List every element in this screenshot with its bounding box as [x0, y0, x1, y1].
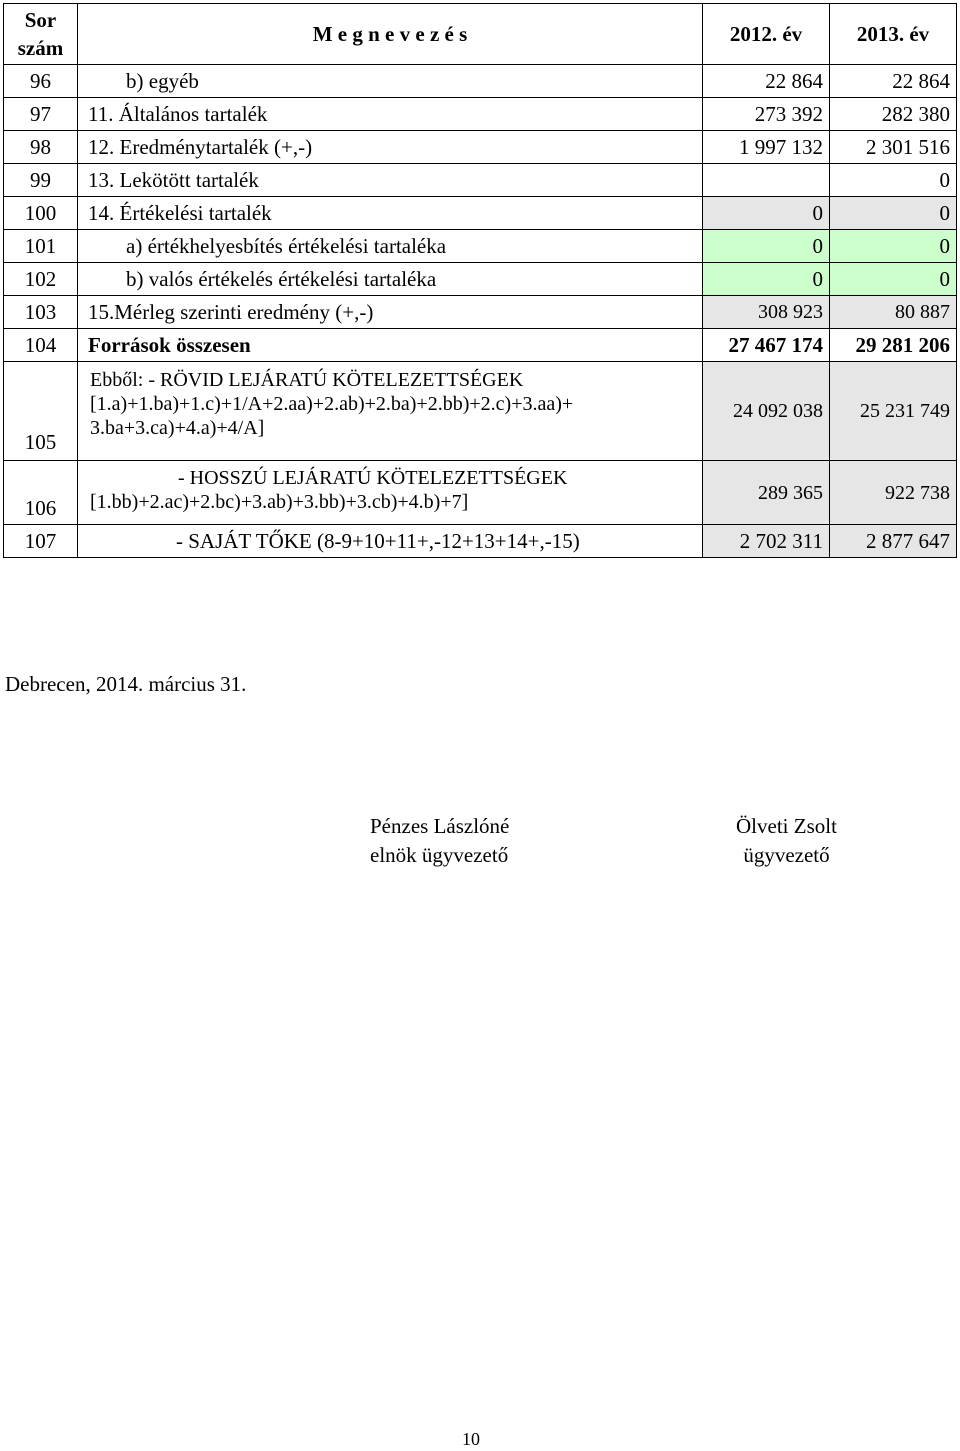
row-label: 15.Mérleg szerinti eredmény (+,-): [78, 296, 703, 329]
page-number: 10: [462, 1429, 480, 1449]
value-2012: 27 467 174: [703, 329, 830, 362]
value-2012: 2 702 311: [703, 525, 830, 558]
value-2012: 1 997 132: [703, 131, 830, 164]
value-2013: 0: [830, 197, 957, 230]
header-row-number: Sor szám: [4, 4, 78, 65]
signatory-title: elnök ügyvezető: [370, 843, 509, 867]
row-label: 12. Eredménytartalék (+,-): [78, 131, 703, 164]
signatory-title: ügyvezető: [743, 843, 830, 867]
value-2013: 0: [830, 263, 957, 296]
signature-block: [736, 812, 837, 870]
table-row: [4, 362, 957, 461]
value-2013: 282 380: [830, 98, 957, 131]
row-number: 103: [4, 296, 78, 329]
row-number: 98: [4, 131, 78, 164]
value-2012: 289 365: [703, 461, 830, 525]
row-label: - SAJÁT TŐKE (8-9+10+11+,-12+13+14+,-15): [78, 525, 703, 558]
value-2012: 24 092 038: [703, 362, 830, 461]
row-label: a) értékhelyesbítés értékelési tartaléka: [78, 230, 703, 263]
row-number: 107: [4, 525, 78, 558]
table-row-total: [4, 329, 957, 362]
value-2013: 0: [830, 230, 957, 263]
row-label-line: 3.ba+3.ca)+4.a)+4/A]: [90, 417, 265, 439]
value-2013: 29 281 206: [830, 329, 957, 362]
table-row: [4, 164, 957, 197]
table-row: [4, 197, 957, 230]
row-label: b) egyéb: [78, 65, 703, 98]
place-and-date: Debrecen, 2014. március 31.: [5, 672, 247, 696]
value-2012: 273 392: [703, 98, 830, 131]
row-number: 100: [4, 197, 78, 230]
header-year-2012: 2012. év: [703, 4, 830, 65]
table-row: [4, 263, 957, 296]
table-row: [4, 296, 957, 329]
value-2013: 2 877 647: [830, 525, 957, 558]
value-2013: 2 301 516: [830, 131, 957, 164]
table-row: [4, 131, 957, 164]
row-label: Források összesen: [78, 329, 703, 362]
value-2013: 0: [830, 164, 957, 197]
header-description: M e g n e v e z é s: [78, 4, 703, 65]
value-2013: 25 231 749: [830, 362, 957, 461]
value-2012: 22 864: [703, 65, 830, 98]
row-label: 14. Értékelési tartalék: [78, 197, 703, 230]
row-number: 106: [4, 461, 78, 525]
row-number: 102: [4, 263, 78, 296]
signatory-name: Pénzes Lászlóné: [370, 814, 510, 838]
row-label: [78, 362, 703, 461]
table-row: [4, 461, 957, 525]
value-2013: 80 887: [830, 296, 957, 329]
row-number: 101: [4, 230, 78, 263]
row-label-line: [1.a)+1.ba)+1.c)+1/A+2.aa)+2.ab)+2.ba)+2.bb)+2.c)+3.aa)+: [90, 393, 574, 415]
row-label: 11. Általános tartalék: [78, 98, 703, 131]
signature-block: [370, 812, 509, 870]
header-row: [4, 4, 957, 65]
row-number: 104: [4, 329, 78, 362]
value-2012: [703, 164, 830, 197]
header-year-2013: 2013. év: [830, 4, 957, 65]
row-number: 99: [4, 164, 78, 197]
row-number: 105: [4, 362, 78, 461]
table-row: [4, 525, 957, 558]
row-label-line: [1.bb)+2.ac)+2.bc)+3.ab)+3.bb)+3.cb)+4.b)+7]: [90, 491, 469, 513]
row-label: b) valós értékelés értékelési tartaléka: [78, 263, 703, 296]
row-label: 13. Lekötött tartalék: [78, 164, 703, 197]
value-2012: 308 923: [703, 296, 830, 329]
balance-table: [3, 3, 957, 558]
signatory-name: Ölveti Zsolt: [736, 814, 837, 838]
row-number: 96: [4, 65, 78, 98]
row-label-line: - HOSSZÚ LEJÁRATÚ KÖTELEZETTSÉGEK: [178, 467, 568, 489]
value-2012: 0: [703, 230, 830, 263]
table-row: [4, 230, 957, 263]
value-2013: 922 738: [830, 461, 957, 525]
value-2013: 22 864: [830, 65, 957, 98]
table-row: [4, 65, 957, 98]
table-row: [4, 98, 957, 131]
value-2012: 0: [703, 263, 830, 296]
row-label-line: Ebből: - RÖVID LEJÁRATÚ KÖTELEZETTSÉGEK: [90, 369, 524, 391]
value-2012: 0: [703, 197, 830, 230]
row-number: 97: [4, 98, 78, 131]
row-label: [78, 461, 703, 525]
